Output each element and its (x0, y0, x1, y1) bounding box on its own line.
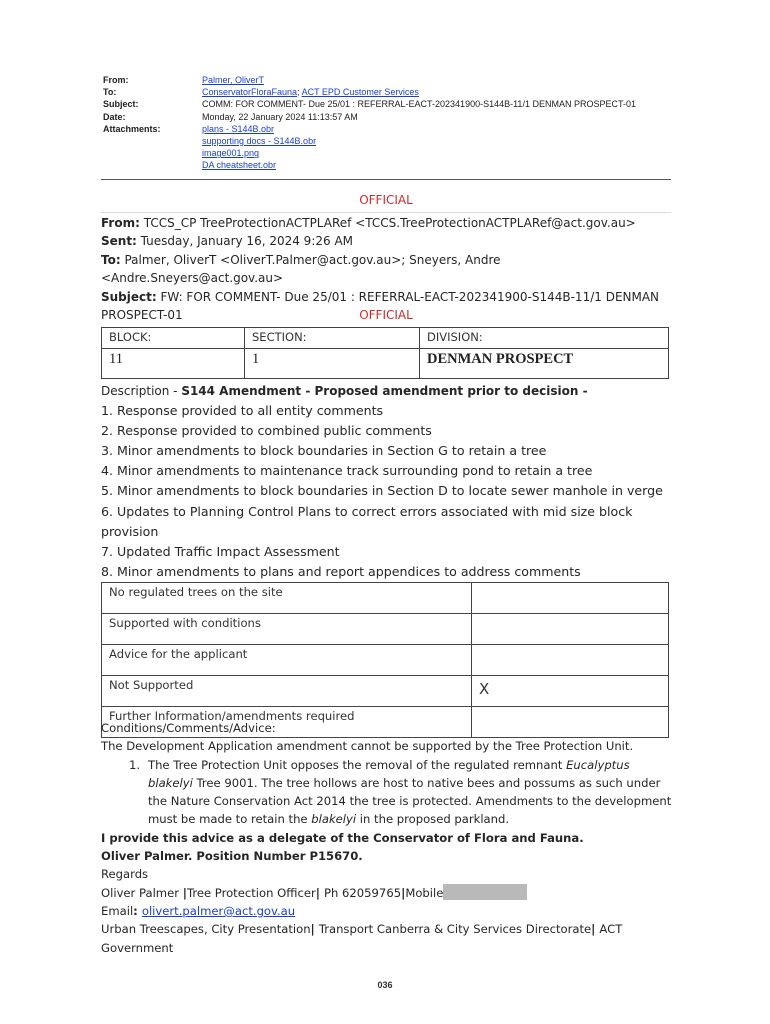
list-item: 2. Response provided to combined public comments (101, 423, 432, 439)
assessment-label: Advice for the applicant (102, 645, 472, 676)
fw-from-value: TCCS_CP TreeProtectionACTPLARef <TCCS.TreeProtectionACTPLARef@act.gov.au> (139, 216, 636, 230)
subject-label: Subject: (103, 99, 139, 110)
fw-from-label: From: (101, 216, 140, 230)
redaction-box (443, 884, 527, 900)
page-number: 036 (377, 980, 393, 990)
table-row (102, 676, 669, 707)
fw-to-value: Palmer, OliverT <OliverT.Palmer@act.gov.au>; Sneyers, Andre <Andre.Sneyers@act.gov.au> (101, 252, 501, 286)
list-item: 4. Minor amendments to maintenance track surrounding pond to retain a tree (101, 463, 593, 479)
assessment-table (101, 582, 669, 738)
division-value: DENMAN PROSPECT (420, 349, 669, 379)
subject-value: COMM: FOR COMMENT- Due 25/01 : REFERRAL-EACT-202341900-S144B-11/1 DENMAN PROSPECT-01 (202, 99, 636, 110)
signature-separator: | (315, 885, 325, 900)
org-unit: Urban Treescapes, City Presentation (101, 922, 311, 937)
org-separator: | (591, 922, 600, 937)
list-item: 7. Updated Traffic Impact Assessment (101, 543, 340, 559)
fw-sent-value: Tuesday, January 16, 2024 9:26 AM (136, 234, 354, 249)
signature-title: Tree Protection Officer (186, 885, 316, 900)
conditions-section (101, 719, 676, 957)
condition-text-c: in the proposed parkland. (356, 812, 510, 827)
signature-separator: | (182, 885, 187, 900)
date-value: Monday, 22 January 2024 11:13:57 AM (202, 111, 358, 122)
email-line (101, 902, 676, 920)
conditions-heading: Conditions/Comments/Advice: (101, 721, 276, 735)
table-row (102, 614, 669, 645)
description (101, 381, 671, 582)
assessment-label: No regulated trees on the site (102, 583, 472, 614)
list-item: 8. Minor amendments to plans and report appendices to address comments (101, 563, 581, 579)
signature-line (101, 884, 676, 902)
org-government: ACT Government (101, 922, 623, 955)
list-item: 5. Minor amendments to block boundaries in Section D to locate sewer manhole in verge (101, 483, 663, 499)
assessment-mark (472, 583, 669, 614)
from-label: From: (103, 75, 129, 85)
block-table (101, 327, 669, 379)
org-separator: | (310, 922, 319, 937)
signature-separator: | (401, 885, 406, 900)
fw-sent-label: Sent: (101, 234, 137, 249)
assessment-label: Not Supported (102, 676, 472, 707)
signature-name: Oliver Palmer (101, 885, 183, 900)
attachment-link[interactable]: supporting docs - S144B.obr (202, 136, 317, 147)
section-header: SECTION: (245, 328, 420, 349)
to-label: To: (103, 87, 117, 98)
email-colon: : (133, 903, 142, 918)
condition-species-short: blakelyi (311, 812, 357, 827)
assessment-label: Further Information/amendments required (102, 707, 472, 738)
table-row (102, 645, 669, 676)
position-statement: Oliver Palmer. Position Number P15670. (101, 849, 363, 864)
fw-subject-label: Subject: (101, 289, 157, 304)
fw-subject-value: FW: FOR COMMENT- Due 25/01 : REFERRAL-EACT-202341900-S144B-11/1 DENMAN PROSPECT-01 (101, 289, 660, 323)
fw-to-label: To: (101, 252, 121, 267)
delegate-statement: I provide this advice as a delegate of the Conservator of Flora and Fauna. (101, 830, 584, 845)
condition-text-a: The Tree Protection Unit opposes the removal of the regulated remnant (148, 757, 567, 772)
attachments-list (202, 123, 673, 172)
block-header: BLOCK: (102, 328, 245, 349)
from-link[interactable]: Palmer, OliverT (202, 75, 265, 85)
organisation-line (101, 920, 676, 957)
list-item: 3. Minor amendments to block boundaries in Section G to retain a tree (101, 443, 547, 459)
section-value: 1 (245, 349, 420, 379)
condition-number: 1. (128, 757, 140, 772)
assessment-label: Supported with conditions (102, 614, 472, 645)
block-value: 11 (102, 349, 245, 379)
division-header: DIVISION: (420, 328, 669, 349)
condition-text-b: Tree 9001. The tree hollows are host to native bees and possums as such under the Nature Conservation Act 2014 the tree is protected. Amendments to the development must be made to retain the (148, 775, 672, 827)
assessment-mark (472, 645, 669, 676)
conditions-statement: The Development Application amendment cannot be supported by the Tree Protection Unit. (101, 739, 634, 754)
condition-species: Eucalyptus blakelyi (148, 757, 630, 790)
official-label-second: OFFICIAL (359, 308, 413, 322)
official-label-top: OFFICIAL (359, 193, 413, 207)
assessment-mark (472, 614, 669, 645)
list-item: 1. Response provided to all entity comments (101, 403, 384, 419)
header-divider (101, 179, 671, 180)
table-row (102, 583, 669, 614)
description-prefix: Description - (101, 384, 182, 398)
description-title: S144 Amendment - Proposed amendment prior to decision - (181, 384, 588, 398)
to-separator: ; (297, 87, 302, 98)
attachment-link[interactable]: image001.png (202, 148, 260, 159)
regards: Regards (101, 867, 149, 882)
email-label: Email (101, 903, 134, 918)
email-header (103, 74, 673, 172)
signature-mobile: Mobile (405, 885, 444, 900)
assessment-mark: X (472, 676, 669, 707)
org-directorate: Transport Canberra & City Services Directorate (318, 922, 592, 937)
condition-item (101, 756, 676, 829)
forward-divider (101, 212, 671, 213)
email-link[interactable]: olivert.palmer@act.gov.au (141, 903, 296, 918)
to-link-2[interactable]: ACT EPD Customer Services (301, 87, 419, 98)
date-label: Date: (103, 111, 126, 122)
attachments-label: Attachments: (103, 123, 161, 134)
to-link-1[interactable]: ConservatorFloraFauna (202, 87, 298, 98)
attachment-link[interactable]: plans - S144B.obr (202, 123, 275, 134)
signature-phone: Ph 62059765 (324, 885, 402, 900)
list-item: 6. Updates to Planning Control Plans to correct errors associated with mid size block provision (101, 503, 633, 539)
attachment-link[interactable]: DA cheatsheet.obr (202, 160, 277, 171)
